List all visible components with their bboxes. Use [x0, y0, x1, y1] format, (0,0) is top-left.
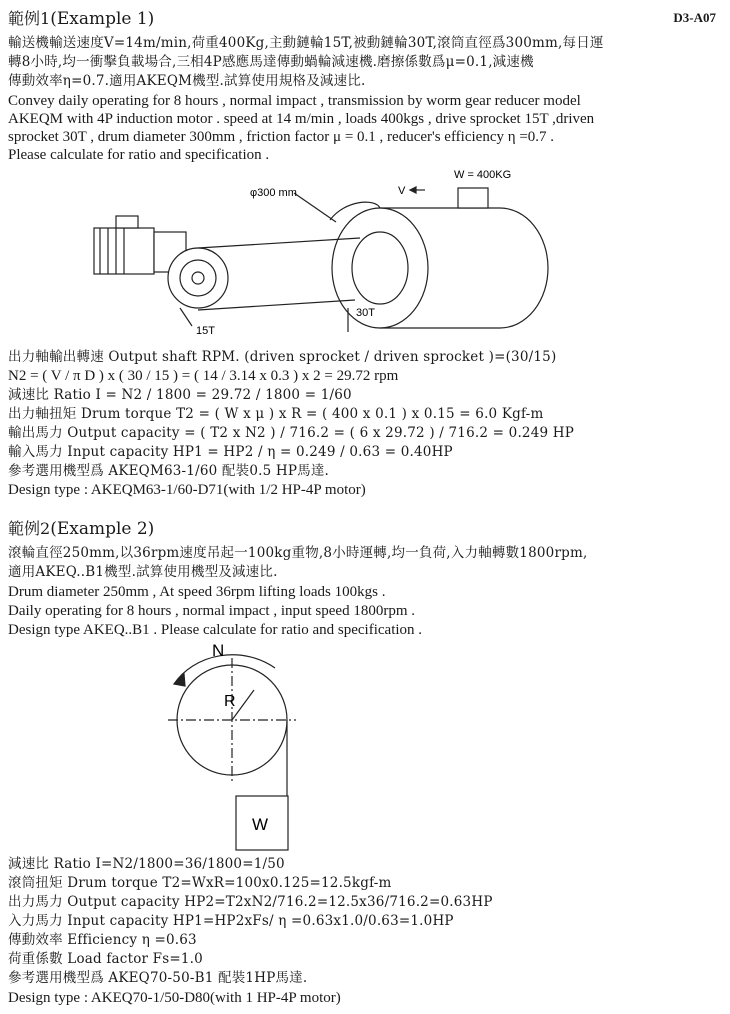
example1-zh-line: 傳動效率η=0.7.適用AKEQM機型.試算使用規格及減速比. — [8, 73, 366, 89]
example1-calc-line: 出力軸扭矩 Drum torque T2 = ( W x μ ) x R = ( 400 x 0.1 ) x 0.15 = 6.0 Kgf-m — [8, 406, 544, 422]
example1-heading — [8, 6, 154, 29]
example2-calc-line: 滾筒扭矩 Drum torque T2=WxR=100x0.125=12.5kgf-m — [8, 875, 392, 891]
example1-en-line: sprocket 30T , drum diameter 300mm , friction factor μ = 0.1 , reducer's efficiency η =0.7 . — [8, 129, 555, 145]
example2-calc-line: 參考選用機型爲 AKEQ70-50-B1 配裝1HP馬達. — [8, 970, 308, 986]
example1-calc-line: 參考選用機型爲 AKEQM63-1/60 配裝0.5 HP馬達. — [8, 463, 330, 479]
example1-calc-line: 輸出馬力 Output capacity = ( T2 x N2 ) / 716.2 = ( 6 x 29.72 ) / 716.2 = 0.249 HP — [8, 425, 575, 441]
page-code: D3-A07 — [673, 10, 716, 25]
example1-heading-zh: 範例1 — [8, 9, 51, 28]
drive-sprocket-label: 15T — [196, 325, 215, 337]
example2-calc-line: 減速比 Ratio I=N2/1800=36/1800=1/50 — [8, 856, 285, 872]
example1-zh-line: 輸送機輸送速度V=14m/min,荷重400Kg,主動鏈輪15T,被動鏈輪30T,滾筒直徑爲300mm,每日運 — [8, 35, 604, 51]
example2-zh-line: 適用AKEQ..B1機型.試算使用機型及減速比. — [8, 564, 278, 580]
radius-label: R — [224, 693, 236, 710]
driven-sprocket-label: 30T — [356, 307, 375, 319]
conveyor-diagram — [80, 160, 600, 340]
hoist-diagram — [160, 636, 320, 856]
rotation-arrowhead — [174, 674, 185, 686]
example1-calc-line: 出力軸輸出轉速 Output shaft RPM. (driven sprocket / driven sprocket )=(30/15) — [8, 349, 557, 365]
example1-calc-line: 輸入馬力 Input capacity HP1 = HP2 / η = 0.249 / 0.63 = 0.40HP — [8, 444, 453, 460]
example1-en-line: Convey daily operating for 8 hours , normal impact , transmission by worm gear reducer model — [8, 93, 581, 109]
example1-calc-line: N2 = ( V / π D ) x ( 30 / 15 ) = ( 14 / 3.14 x 0.3 ) x 2 = 29.72 rpm — [8, 368, 399, 384]
example2-en-line: Daily operating for 8 hours , normal impact , input speed 1800rpm . — [8, 603, 415, 619]
rotation-label: N — [212, 641, 225, 660]
weight-label: W — [252, 815, 269, 834]
example1-design-type: Design type : AKEQM63-1/60-D71(with 1/2 HP-4P motor) — [8, 482, 366, 498]
example2-calc-line: 荷重係數 Load factor Fs=1.0 — [8, 951, 203, 967]
diameter-leader — [294, 193, 336, 222]
terminal-box — [116, 216, 138, 228]
drum-outer-ellipse — [332, 208, 428, 328]
example1-zh-line: 轉8小時,均一衝擊負載場合,三相4P感應馬達傳動蝸輪減速機.磨擦係數爲μ=0.1,減速機 — [8, 54, 534, 70]
example2-calc-line: 傳動效率 Efficiency η =0.63 — [8, 932, 197, 948]
example2-design-type: Design type : AKEQ70-1/50-D80(with 1 HP-4P motor) — [8, 990, 341, 1006]
load-label: W = 400KG — [454, 169, 512, 181]
example2-calc-line: 出力馬力 Output capacity HP2=T2xN2/716.2=12.5x36/716.2=0.63HP — [8, 894, 493, 910]
example2-heading-zh: 範例2 — [8, 519, 51, 538]
drum-inner-ellipse — [352, 232, 408, 304]
example2-en-line: Design type AKEQ..B1 . Please calculate for ratio and specification . — [8, 622, 423, 638]
example2-en-line: Drum diameter 250mm , At speed 36rpm lifting loads 100kgs . — [8, 584, 386, 600]
example2-zh-line: 滾輪直徑250mm,以36rpm速度吊起一100kg重物,8小時運轉,均一負荷,入力軸轉數1800rpm, — [8, 545, 588, 561]
example2-calc-line: 入力馬力 Input capacity HP1=HP2xFs/ η =0.63x1.0/0.63=1.0HP — [8, 913, 454, 929]
reducer-housing — [168, 248, 228, 308]
example1-en-line: AKEQM with 4P induction motor . speed at 14 m/min , loads 400kgs , drive sprocket 15T ,driven — [8, 111, 595, 127]
conveyor-frame — [380, 208, 548, 328]
example1-en-line: Please calculate for ratio and specification . — [8, 147, 270, 163]
load-box — [458, 188, 488, 208]
example2-heading — [8, 516, 154, 539]
example1-calc-line: 減速比 Ratio I = N2 / 1800 = 29.72 / 1800 = 1/60 — [8, 387, 352, 403]
example2-heading-en: (Example 2) — [50, 519, 155, 539]
rotation-arc — [174, 655, 275, 684]
drive-sprocket-leader — [180, 308, 192, 326]
diameter-label: φ300 mm — [250, 187, 297, 199]
speed-label: V — [398, 185, 406, 197]
speed-arrowhead — [410, 187, 416, 193]
example1-heading-en: (Example 1) — [50, 9, 155, 29]
chain-lower — [198, 300, 355, 310]
